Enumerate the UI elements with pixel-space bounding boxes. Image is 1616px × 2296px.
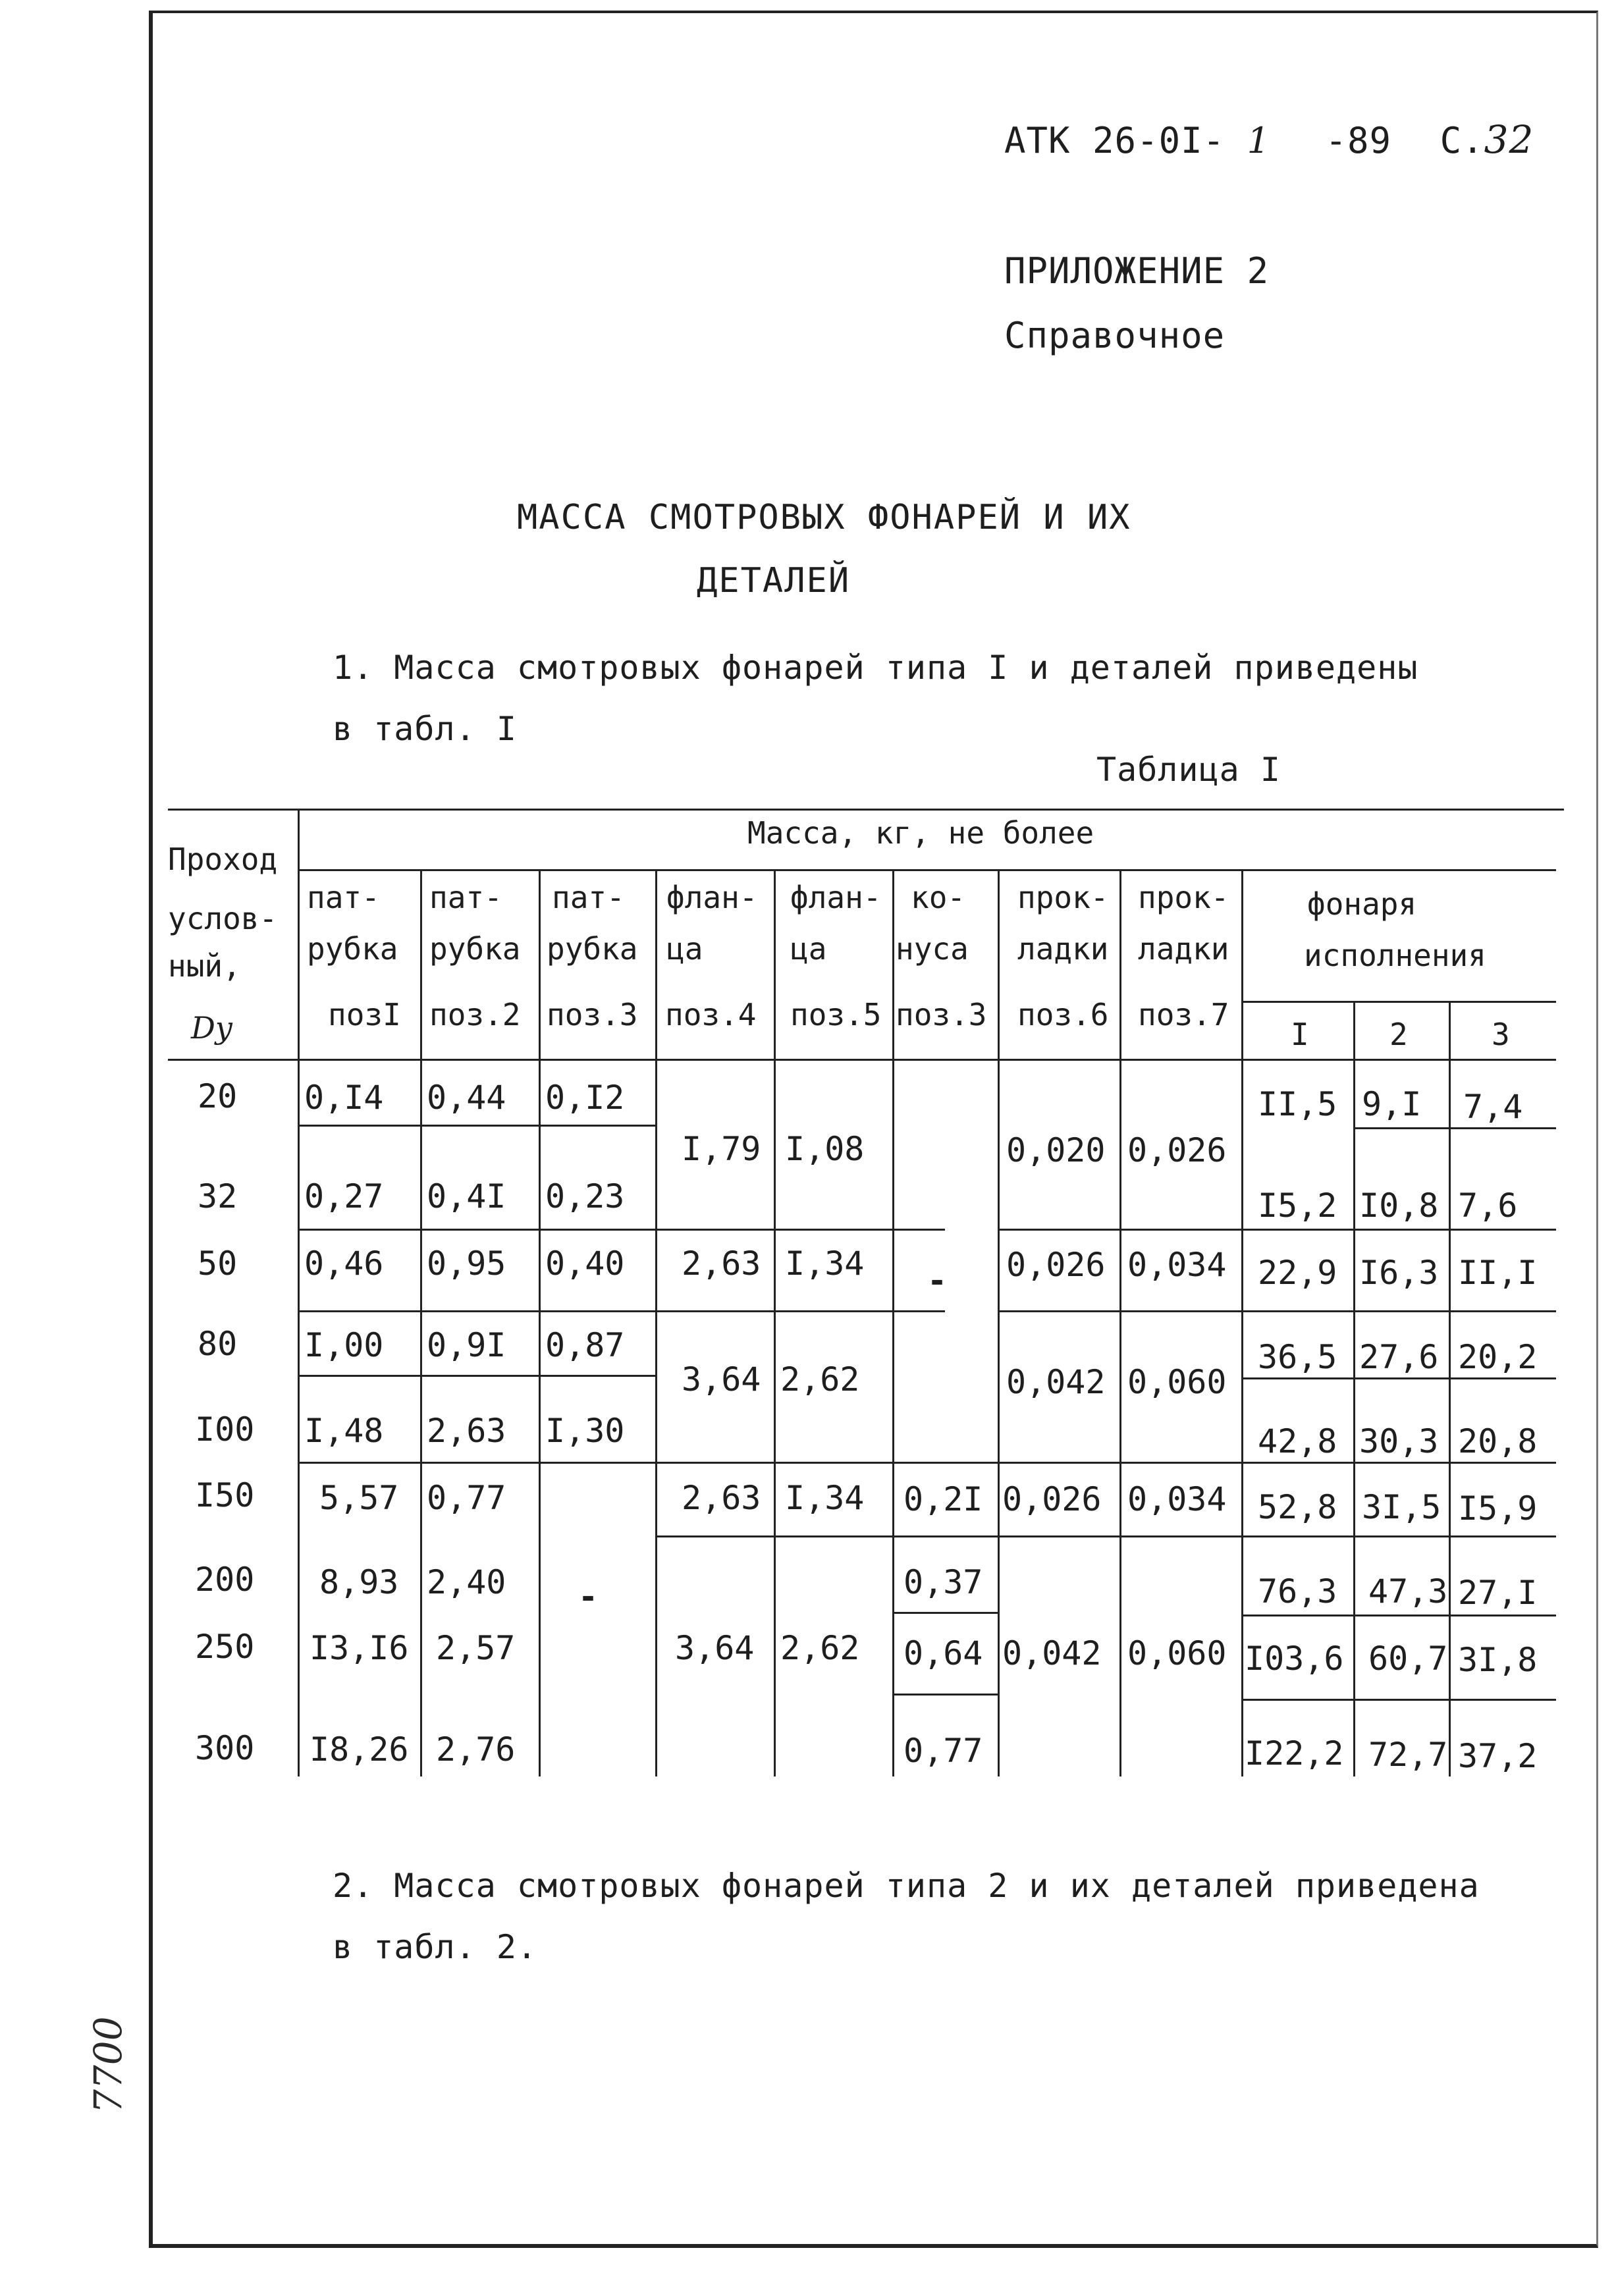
dn-cell: 200 <box>195 1561 255 1599</box>
rule-under-lantern-header <box>1241 1001 1556 1003</box>
group-header: Масса, кг, не более <box>747 815 1094 851</box>
p2-cell: 0,4I <box>427 1177 506 1215</box>
lamp3-cell: 37,2 <box>1458 1737 1538 1775</box>
vrule-11 <box>1449 1001 1451 1776</box>
rule-row-80-l <box>1241 1377 1556 1379</box>
p1-cell: 0,27 <box>304 1177 384 1215</box>
col3-h2: рубка <box>547 931 638 967</box>
vrule-6 <box>892 869 894 1776</box>
p1-cell: I8,26 <box>310 1730 409 1769</box>
g7-cell: 0,060 <box>1127 1634 1227 1672</box>
p2-cell: 2,63 <box>427 1412 506 1450</box>
lamp1-cell: 76,3 <box>1258 1572 1337 1611</box>
lamp2-cell: 3I,5 <box>1362 1488 1441 1526</box>
vrule-10 <box>1353 1001 1355 1776</box>
f4-cell: 2,63 <box>682 1479 761 1517</box>
rule-row-32-b <box>998 1229 1556 1231</box>
rule-row-50-b <box>998 1310 1556 1312</box>
lamp1-cell: I22,2 <box>1245 1734 1344 1773</box>
vrule-4 <box>655 869 657 1776</box>
lamp1-cell: 36,5 <box>1258 1338 1337 1376</box>
doc-code-prefix: АТК 26-0I- <box>1004 120 1225 161</box>
lamp2-cell: 72,7 <box>1368 1736 1448 1774</box>
p1-cell: 8,93 <box>319 1563 399 1601</box>
lamp3-cell: 3I,8 <box>1458 1641 1538 1679</box>
lantern-sub-2: 2 <box>1389 1017 1408 1052</box>
lamp2-cell: I6,3 <box>1359 1254 1439 1292</box>
col8-h2: ладки <box>1138 931 1229 967</box>
col4-h2: ца <box>666 931 703 967</box>
lamp1-cell: I5,2 <box>1258 1187 1337 1225</box>
col0-header-2: услов- <box>168 901 278 936</box>
col4-h1: флан- <box>666 880 758 915</box>
p1-cell: I,48 <box>304 1412 384 1450</box>
p2-cell: 2,57 <box>436 1629 516 1667</box>
lantern-sub-1: I <box>1291 1017 1309 1052</box>
p1-cell: I3,I6 <box>310 1629 409 1667</box>
rule-row-200-l <box>1241 1615 1556 1616</box>
dn-cell: 20 <box>198 1077 238 1115</box>
f5-cell: I,34 <box>785 1244 865 1283</box>
page-prefix: С. <box>1440 120 1484 161</box>
f4-cell: I,79 <box>682 1130 761 1168</box>
vrule-7 <box>998 869 1000 1776</box>
col6-h1: ко- <box>911 880 966 915</box>
cone-dash: - <box>927 1262 948 1300</box>
vrule-1 <box>298 809 300 1776</box>
g6-cell: 0,026 <box>1006 1246 1106 1284</box>
p3-cell: 0,87 <box>545 1326 625 1364</box>
rule-row-100 <box>300 1462 1556 1464</box>
f5-cell: 2,62 <box>780 1629 860 1667</box>
lamp3-cell: II,I <box>1458 1254 1538 1292</box>
col7-h1: прок- <box>1017 880 1109 915</box>
p1-cell: 0,I4 <box>304 1079 384 1117</box>
lamp3-cell: I5,9 <box>1458 1489 1538 1528</box>
vrule-8 <box>1119 869 1121 1776</box>
lamp3-cell: 7,4 <box>1463 1088 1523 1126</box>
cone-cell: 0,64 <box>903 1634 983 1672</box>
col2-h1: пат- <box>429 880 502 915</box>
col3-h3: поз.3 <box>547 997 638 1032</box>
col0-header-symbol: Dу <box>191 1010 233 1046</box>
lamp2-cell: 27,6 <box>1359 1338 1439 1376</box>
p3-cell: I,30 <box>545 1412 625 1450</box>
rule-row-20-p <box>300 1125 655 1127</box>
p2-cell: 0,77 <box>427 1479 506 1517</box>
g6-cell: 0,042 <box>1006 1363 1106 1401</box>
lamp2-cell: 47,3 <box>1368 1572 1448 1611</box>
f5-cell: I,08 <box>785 1130 865 1168</box>
dn-cell: I50 <box>195 1476 255 1514</box>
g7-cell: 0,026 <box>1127 1131 1227 1169</box>
col5-h2: ца <box>790 931 827 967</box>
paragraph-2-line1: 2. Масса смотровых фонарей типа 2 и их деталей приведена <box>333 1867 1480 1905</box>
p3-cell: 0,23 <box>545 1177 625 1215</box>
g7-cell: 0,034 <box>1127 1246 1227 1284</box>
p3-dash: - <box>578 1578 599 1616</box>
lamp2-cell: 30,3 <box>1359 1422 1439 1460</box>
rule-row-50-a <box>300 1310 945 1312</box>
rule-row-32-a <box>300 1229 945 1231</box>
p2-cell: 0,95 <box>427 1244 506 1283</box>
g6-cell: 0,042 <box>1002 1634 1102 1672</box>
dn-cell: 300 <box>195 1729 255 1767</box>
lamp1-cell: 52,8 <box>1258 1488 1337 1526</box>
p1-cell: I,00 <box>304 1326 384 1364</box>
dn-cell: 250 <box>195 1628 255 1666</box>
paragraph-1-line2: в табл. I <box>333 710 517 748</box>
rule-row-250-cone <box>892 1694 998 1695</box>
section-title-line2: ДЕТАЛЕЙ <box>697 561 851 601</box>
col8-h3: поз.7 <box>1138 997 1229 1032</box>
lamp1-cell: 42,8 <box>1258 1422 1337 1460</box>
rule-row-20-l <box>1353 1127 1556 1129</box>
p1-cell: 5,57 <box>319 1479 399 1517</box>
paragraph-2-line2: в табл. 2. <box>333 1928 538 1966</box>
lantern-sub-3: 3 <box>1492 1017 1510 1052</box>
lantern-header-2: исполнения <box>1304 938 1486 973</box>
p1-cell: 0,46 <box>304 1244 384 1283</box>
g7-cell: 0,060 <box>1127 1363 1227 1401</box>
p2-cell: 0,9I <box>427 1326 506 1364</box>
col7-h3: поз.6 <box>1017 997 1109 1032</box>
col6-h2: нуса <box>896 931 969 967</box>
lamp2-cell: 9,I <box>1362 1085 1422 1123</box>
dn-cell: I00 <box>195 1410 255 1449</box>
rule-row-150-l <box>1241 1535 1556 1537</box>
col2-h2: рубка <box>429 931 521 967</box>
table-caption: Таблица I <box>1096 751 1281 789</box>
col4-h3: поз.4 <box>665 997 757 1032</box>
f5-cell: 2,62 <box>780 1360 860 1399</box>
f4-cell: 3,64 <box>675 1629 755 1667</box>
cone-cell: 0,2I <box>903 1480 983 1518</box>
lamp2-cell: I0,8 <box>1359 1187 1439 1225</box>
lamp3-cell: 27,I <box>1458 1574 1538 1612</box>
col2-h3: поз.2 <box>429 997 521 1032</box>
section-title-line1: МАССА СМОТРОВЫХ ФОНАРЕЙ И ИХ <box>517 498 1131 537</box>
p2-cell: 2,76 <box>436 1730 516 1769</box>
vrule-5 <box>774 869 776 1776</box>
col5-h1: флан- <box>790 880 882 915</box>
page-number: 32 <box>1484 117 1534 162</box>
col1-h3: позI <box>328 997 401 1032</box>
dn-cell: 50 <box>198 1244 238 1283</box>
lamp1-cell: 22,9 <box>1258 1254 1337 1292</box>
lamp1-cell: I03,6 <box>1245 1640 1344 1678</box>
lamp2-cell: 60,7 <box>1368 1640 1448 1678</box>
g7-cell: 0,034 <box>1127 1480 1227 1518</box>
rule-row-80-p <box>300 1375 655 1377</box>
vrule-3 <box>539 869 541 1776</box>
cone-cell: 0,77 <box>903 1732 983 1770</box>
vrule-2 <box>420 869 422 1776</box>
rule-row-250-l <box>1241 1699 1556 1701</box>
col1-h1: пат- <box>307 880 380 915</box>
rule-under-group-header <box>300 869 1556 871</box>
f4-cell: 3,64 <box>682 1360 761 1399</box>
lamp3-cell: 7,6 <box>1458 1187 1518 1225</box>
table-top-rule <box>168 809 1564 811</box>
f5-cell: I,34 <box>785 1479 865 1517</box>
paragraph-1-line1: 1. Масса смотровых фонарей типа I и деталей приведены <box>333 649 1418 687</box>
dn-cell: 80 <box>198 1325 238 1363</box>
cone-cell: 0,37 <box>903 1563 983 1601</box>
lamp3-cell: 20,8 <box>1458 1422 1538 1460</box>
g6-cell: 0,026 <box>1002 1480 1102 1518</box>
col7-h2: ладки <box>1017 931 1109 967</box>
col8-h1: прок- <box>1138 880 1229 915</box>
appendix-label: ПРИЛОЖЕНИЕ 2 <box>1004 250 1270 292</box>
page-frame <box>149 11 1598 2248</box>
col6-h3: поз.3 <box>896 997 987 1032</box>
lamp3-cell: 20,2 <box>1458 1338 1538 1376</box>
p3-cell: 0,I2 <box>545 1079 625 1117</box>
p3-cell: 0,40 <box>545 1244 625 1283</box>
col1-h2: рубка <box>307 931 398 967</box>
vrule-9 <box>1241 869 1243 1776</box>
doc-code-handwritten: 1 <box>1247 120 1270 161</box>
col0-header-1: Проход <box>168 841 278 877</box>
rule-row-200-cone <box>892 1612 998 1614</box>
lantern-header-1: фонаря <box>1307 886 1417 922</box>
col0-header-3: ный, <box>168 948 241 984</box>
col5-h3: поз.5 <box>790 997 882 1032</box>
rule-header-bottom <box>168 1059 1556 1061</box>
dn-cell: 32 <box>198 1177 238 1215</box>
p2-cell: 0,44 <box>427 1079 506 1117</box>
doc-code <box>1004 117 1534 162</box>
col3-h1: пат- <box>552 880 625 915</box>
g6-cell: 0,020 <box>1006 1131 1106 1169</box>
doc-code-suffix: -89 <box>1325 120 1392 161</box>
appendix-type: Справочное <box>1004 315 1225 356</box>
lamp1-cell: II,5 <box>1258 1085 1337 1123</box>
rule-row-150-cone <box>892 1535 998 1537</box>
p2-cell: 2,40 <box>427 1563 506 1601</box>
f4-cell: 2,63 <box>682 1244 761 1283</box>
side-stamp: 7700 <box>86 2016 130 2114</box>
